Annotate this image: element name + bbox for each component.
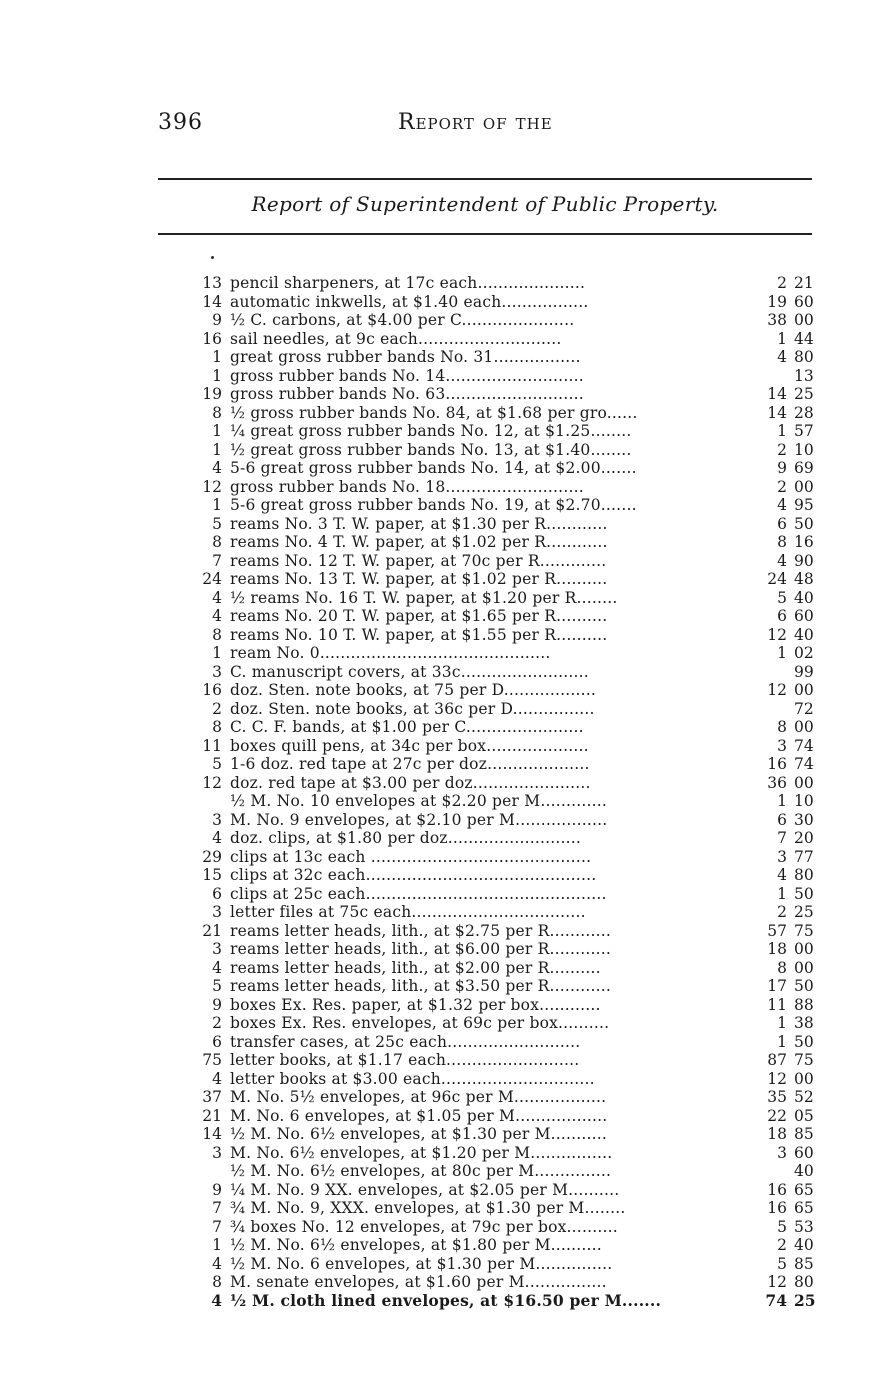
item-quantity: 4 (212, 958, 222, 977)
item-cents: 00 (794, 773, 814, 792)
item-quantity: 12 (202, 477, 222, 496)
running-head: Report of the (398, 110, 553, 135)
item-dollars: 14 (767, 403, 787, 422)
item-dollars: 3 (777, 736, 787, 755)
list-item (170, 607, 820, 626)
item-cents: 28 (794, 403, 814, 422)
item-cents: 21 (794, 274, 814, 292)
item-description: M. No. 5½ envelopes, at 96c per M.................. (230, 1088, 607, 1106)
item-dollars: 12 (767, 681, 787, 699)
list-item (170, 737, 820, 756)
list-item (170, 1162, 820, 1181)
item-cents: 10 (794, 440, 814, 459)
item-quantity: 11 (202, 736, 222, 755)
item-description: reams No. 12 T. W. paper, at 70c per R............. (230, 551, 607, 570)
item-description: ½ M. cloth lined envelopes, at $16.50 per M....... (230, 1291, 662, 1310)
item-description: ½ M. No. 10 envelopes at $2.20 per M............. (230, 792, 608, 810)
item-dollars: 1 (777, 792, 787, 810)
item-quantity: 1 (212, 422, 222, 440)
item-dollars: 6 (777, 514, 787, 533)
item-dollars: 8 (777, 533, 787, 551)
item-description: reams letter heads, lith., at $2.00 per R.......... (230, 958, 601, 977)
list-item (170, 663, 820, 682)
item-quantity: 2 (212, 1014, 222, 1032)
list-item (170, 1255, 820, 1274)
item-description: boxes quill pens, at 34c per box.................... (230, 736, 589, 755)
list-item (170, 1033, 820, 1052)
list-item (170, 922, 820, 941)
item-quantity: 6 (212, 884, 222, 903)
item-quantity: 8 (212, 403, 222, 422)
item-cents: 13 (794, 366, 814, 385)
list-item (170, 1273, 820, 1292)
item-cents: 40 (794, 625, 814, 644)
item-quantity: 1 (212, 366, 222, 385)
item-quantity: 8 (212, 625, 222, 644)
list-item (170, 1070, 820, 1089)
item-description: doz. clips, at $1.80 per doz.......................... (230, 829, 582, 847)
item-cents: 40 (794, 1236, 814, 1254)
item-description: doz. red tape at $3.00 per doz....................... (230, 773, 591, 792)
item-cents: 00 (794, 311, 814, 329)
item-dollars: 2 (777, 440, 787, 459)
item-quantity: 3 (212, 903, 222, 921)
item-quantity: 3 (212, 1143, 222, 1162)
item-dollars: 2 (777, 903, 787, 921)
item-description: 1-6 doz. red tape at 27c per doz.................... (230, 755, 590, 773)
item-quantity: 19 (202, 385, 222, 403)
list-item (170, 330, 820, 349)
list-item (170, 1014, 820, 1033)
item-cents: 52 (794, 1088, 814, 1106)
item-description: C. C. F. bands, at $1.00 per C....................... (230, 718, 584, 736)
item-quantity: 12 (202, 773, 222, 792)
bottom-rule (158, 233, 812, 235)
item-cents: 44 (794, 329, 814, 348)
item-cents: 50 (794, 977, 814, 995)
item-cents: 65 (794, 1180, 814, 1199)
item-quantity: 4 (212, 1254, 222, 1273)
list-item (170, 718, 820, 737)
item-cents: 00 (794, 477, 814, 496)
item-dollars: 5 (777, 588, 787, 607)
item-cents: 90 (794, 551, 814, 570)
item-cents: 20 (794, 829, 814, 847)
item-dollars: 12 (767, 1273, 787, 1291)
list-item (170, 1125, 820, 1144)
list-item (170, 959, 820, 978)
item-cents: 40 (794, 1162, 814, 1180)
item-dollars: 16 (767, 1180, 787, 1199)
item-dollars: 22 (767, 1106, 787, 1125)
item-description: ¾ M. No. 9, XXX. envelopes, at $1.30 per M........ (230, 1199, 626, 1217)
item-description: ½ great gross rubber bands No. 13, at $1.40........ (230, 440, 632, 459)
list-item (170, 811, 820, 830)
item-quantity: 1 (212, 348, 222, 366)
item-dollars: 5 (777, 1254, 787, 1273)
item-cents: 02 (794, 644, 814, 662)
item-cents: 88 (794, 995, 814, 1014)
item-cents: 80 (794, 866, 814, 884)
item-description: M. No. 9 envelopes, at $2.10 per M.................. (230, 810, 608, 829)
item-quantity: 3 (212, 810, 222, 829)
item-cents: 48 (794, 570, 814, 588)
item-cents: 00 (794, 940, 814, 958)
list-item (170, 274, 820, 293)
list-item (170, 459, 820, 478)
list-item (170, 644, 820, 663)
item-cents: 00 (794, 1069, 814, 1088)
item-dollars: 24 (767, 570, 787, 588)
item-quantity: 5 (212, 755, 222, 773)
item-quantity: 4 (212, 588, 222, 607)
item-cents: 50 (794, 1032, 814, 1051)
list-item (170, 1218, 820, 1237)
item-dollars: 16 (767, 1199, 787, 1217)
list-item (170, 385, 820, 404)
item-quantity: 16 (202, 329, 222, 348)
item-description: ream No. 0............................................. (230, 644, 551, 662)
item-description: gross rubber bands No. 14........................... (230, 366, 584, 385)
item-description: gross rubber bands No. 63........................... (230, 385, 584, 403)
item-dollars: 18 (767, 940, 787, 958)
item-description: reams letter heads, lith., at $6.00 per R............ (230, 940, 612, 958)
list-item (170, 903, 820, 922)
item-description: 5-6 great gross rubber bands No. 14, at $2.00....... (230, 459, 637, 477)
item-description: M. No. 6½ envelopes, at $1.20 per M................ (230, 1143, 613, 1162)
item-dollars: 12 (767, 1069, 787, 1088)
item-cents: 74 (794, 755, 814, 773)
item-dollars: 1 (777, 329, 787, 348)
item-quantity: 1 (212, 440, 222, 459)
item-description: pencil sharpeners, at 17c each..................... (230, 274, 586, 292)
item-description: ¼ great gross rubber bands No. 12, at $1.25........ (230, 422, 632, 440)
item-quantity: 8 (212, 1273, 222, 1291)
list-item (170, 829, 820, 848)
item-quantity: 9 (212, 1180, 222, 1199)
item-quantity: 1 (212, 496, 222, 514)
item-cents: 25 (794, 385, 814, 403)
item-description: ¾ boxes No. 12 envelopes, at 79c per box.......... (230, 1217, 618, 1236)
list-item (170, 422, 820, 441)
item-quantity: 8 (212, 718, 222, 736)
list-item (170, 1236, 820, 1255)
list-item (170, 885, 820, 904)
item-cents: 38 (794, 1014, 814, 1032)
item-cents: 60 (794, 292, 814, 311)
section-title: Report of Superintendent of Public Property. (251, 192, 719, 216)
item-quantity: 7 (212, 551, 222, 570)
item-dollars: 7 (777, 829, 787, 847)
list-item (170, 996, 820, 1015)
list-item (170, 1144, 820, 1163)
item-cents: 25 (794, 1290, 816, 1310)
item-description: boxes Ex. Res. paper, at $1.32 per box............ (230, 995, 601, 1014)
item-quantity: 4 (212, 607, 222, 625)
item-description: clips at 32c each............................................. (230, 866, 597, 884)
item-quantity: 1 (212, 644, 222, 662)
item-dollars: 2 (777, 477, 787, 496)
item-dollars: 17 (767, 977, 787, 995)
item-cents: 80 (794, 348, 814, 366)
item-cents: 05 (794, 1106, 814, 1125)
item-description: M. No. 6 envelopes, at $1.05 per M.................. (230, 1106, 608, 1125)
item-quantity: 13 (202, 274, 222, 292)
item-cents: 60 (794, 607, 814, 625)
item-quantity: 4 (212, 1069, 222, 1088)
item-dollars: 2 (777, 274, 787, 292)
top-rule (158, 178, 812, 180)
list-item (170, 940, 820, 959)
item-cents: 25 (794, 903, 814, 921)
item-description: reams No. 10 T. W. paper, at $1.55 per R.......... (230, 625, 608, 644)
list-item (170, 496, 820, 515)
item-dollars: 4 (777, 348, 787, 366)
item-cents: 85 (794, 1125, 814, 1143)
item-description: reams No. 13 T. W. paper, at $1.02 per R.......... (230, 570, 608, 588)
item-description: ½ M. No. 6½ envelopes, at 80c per M............... (230, 1162, 612, 1180)
item-cents: 85 (794, 1254, 814, 1273)
item-dollars: 1 (777, 422, 787, 440)
item-dollars: 1 (777, 1032, 787, 1051)
item-quantity: 16 (202, 681, 222, 699)
item-quantity: 5 (212, 977, 222, 995)
item-quantity: 7 (212, 1217, 222, 1236)
item-quantity: 9 (212, 311, 222, 329)
item-cents: 60 (794, 1143, 814, 1162)
list-item (170, 348, 820, 367)
list-item (170, 681, 820, 700)
item-description: reams No. 20 T. W. paper, at $1.65 per R.......... (230, 607, 608, 625)
item-dollars: 5 (777, 1217, 787, 1236)
list-item (170, 311, 820, 330)
print-speck (211, 256, 214, 259)
list-item (170, 1292, 820, 1311)
list-item (170, 1181, 820, 1200)
item-description: reams No. 4 T. W. paper, at $1.02 per R............ (230, 533, 608, 551)
item-description: reams letter heads, lith., at $2.75 per R............ (230, 921, 612, 940)
item-dollars: 38 (767, 311, 787, 329)
item-description: reams letter heads, lith., at $3.50 per R............ (230, 977, 612, 995)
item-dollars: 19 (767, 292, 787, 311)
item-dollars: 16 (767, 755, 787, 773)
item-description: doz. Sten. note books, at 75 per D.................. (230, 681, 596, 699)
item-description: boxes Ex. Res. envelopes, at 69c per box.......... (230, 1014, 610, 1032)
item-quantity: 4 (212, 459, 222, 477)
page-number: 396 (158, 110, 203, 135)
item-dollars: 1 (777, 884, 787, 903)
item-quantity: 37 (202, 1088, 222, 1106)
list-item (170, 977, 820, 996)
item-description: clips at 25c each............................................... (230, 884, 607, 903)
item-description: automatic inkwells, at $1.40 each................. (230, 292, 589, 311)
item-cents: 95 (794, 496, 814, 514)
item-quantity: 5 (212, 514, 222, 533)
item-quantity: 29 (202, 847, 222, 866)
item-description: ½ M. No. 6 envelopes, at $1.30 per M............... (230, 1254, 613, 1273)
item-dollars: 74 (765, 1290, 787, 1310)
item-description: great gross rubber bands No. 31................. (230, 348, 581, 366)
item-description: ½ C. carbons, at $4.00 per C...................... (230, 311, 575, 329)
item-quantity: 15 (202, 866, 222, 884)
item-dollars: 12 (767, 625, 787, 644)
item-quantity: 3 (212, 662, 222, 681)
item-cents: 00 (794, 681, 814, 699)
list-item (170, 515, 820, 534)
list-item (170, 404, 820, 423)
item-quantity: 3 (212, 940, 222, 958)
list-item (170, 700, 820, 719)
item-cents: 50 (794, 514, 814, 533)
item-dollars: 3 (777, 847, 787, 866)
item-dollars: 14 (767, 385, 787, 403)
item-quantity: 4 (212, 829, 222, 847)
list-item (170, 1107, 820, 1126)
item-description: ½ M. No. 6½ envelopes, at $1.30 per M........... (230, 1125, 608, 1143)
list-item (170, 792, 820, 811)
item-cents: 00 (794, 958, 814, 977)
list-item (170, 589, 820, 608)
item-description: 5-6 great gross rubber bands No. 19, at $2.70....... (230, 496, 637, 514)
item-description: clips at 13c each ........................................... (230, 847, 592, 866)
item-dollars: 9 (777, 459, 787, 477)
list-item (170, 866, 820, 885)
item-quantity: 8 (212, 533, 222, 551)
page-header (158, 110, 812, 144)
list-item (170, 1199, 820, 1218)
item-dollars: 2 (777, 1236, 787, 1254)
item-description: M. senate envelopes, at $1.60 per M................ (230, 1273, 607, 1291)
item-description: C. manuscript covers, at 33c......................... (230, 662, 589, 681)
item-dollars: 6 (777, 810, 787, 829)
item-cents: 57 (794, 422, 814, 440)
item-quantity: 1 (212, 1236, 222, 1254)
list-item (170, 441, 820, 460)
item-dollars: 1 (777, 644, 787, 662)
list-item (170, 755, 820, 774)
list-item (170, 848, 820, 867)
item-description: doz. Sten. note books, at 36c per D................ (230, 699, 595, 718)
item-dollars: 4 (777, 496, 787, 514)
item-quantity: 9 (212, 995, 222, 1014)
list-item (170, 570, 820, 589)
list-item (170, 478, 820, 497)
item-list (170, 274, 820, 1310)
item-dollars: 8 (777, 718, 787, 736)
item-description: ½ M. No. 6½ envelopes, at $1.80 per M.......... (230, 1236, 602, 1254)
item-dollars: 18 (767, 1125, 787, 1143)
item-description: reams No. 3 T. W. paper, at $1.30 per R............ (230, 514, 608, 533)
item-quantity: 4 (211, 1290, 222, 1310)
item-quantity: 6 (212, 1032, 222, 1051)
list-item (170, 293, 820, 312)
item-cents: 30 (794, 810, 814, 829)
item-dollars: 8 (777, 958, 787, 977)
item-description: ½ reams No. 16 T. W. paper, at $1.20 per R........ (230, 588, 618, 607)
item-description: letter books at $3.00 each.............................. (230, 1069, 595, 1088)
list-item (170, 1051, 820, 1070)
item-quantity: 7 (212, 1199, 222, 1217)
item-dollars: 87 (767, 1051, 787, 1069)
item-cents: 40 (794, 588, 814, 607)
item-cents: 99 (794, 662, 814, 681)
item-cents: 16 (794, 533, 814, 551)
item-cents: 69 (794, 459, 814, 477)
item-dollars: 1 (777, 1014, 787, 1032)
item-description: sail needles, at 9c each............................ (230, 329, 562, 348)
item-description: letter files at 75c each.................................. (230, 903, 586, 921)
item-cents: 75 (794, 921, 814, 940)
item-cents: 00 (794, 718, 814, 736)
list-item (170, 774, 820, 793)
item-quantity: 21 (202, 1106, 222, 1125)
item-description: gross rubber bands No. 18........................... (230, 477, 584, 496)
item-cents: 10 (794, 792, 814, 810)
item-quantity: 14 (202, 1125, 222, 1143)
item-cents: 50 (794, 884, 814, 903)
item-quantity: 2 (212, 699, 222, 718)
item-dollars: 6 (777, 607, 787, 625)
item-cents: 65 (794, 1199, 814, 1217)
item-quantity: 75 (202, 1051, 222, 1069)
item-cents: 53 (794, 1217, 814, 1236)
item-description: ¼ M. No. 9 XX. envelopes, at $2.05 per M.......... (230, 1180, 620, 1199)
item-description: transfer cases, at 25c each.......................... (230, 1032, 581, 1051)
item-dollars: 11 (767, 995, 787, 1014)
list-item (170, 533, 820, 552)
item-cents: 80 (794, 1273, 814, 1291)
item-quantity: 21 (202, 921, 222, 940)
list-item (170, 1088, 820, 1107)
list-item (170, 367, 820, 386)
item-dollars: 57 (767, 921, 787, 940)
item-quantity: 24 (202, 570, 222, 588)
item-dollars: 3 (777, 1143, 787, 1162)
item-cents: 74 (794, 736, 814, 755)
list-item (170, 552, 820, 571)
item-description: letter books, at $1.17 each.......................... (230, 1051, 580, 1069)
list-item (170, 626, 820, 645)
item-cents: 75 (794, 1051, 814, 1069)
item-description: ½ gross rubber bands No. 84, at $1.68 per gro...... (230, 403, 638, 422)
item-dollars: 4 (777, 551, 787, 570)
item-cents: 77 (794, 847, 814, 866)
item-dollars: 35 (767, 1088, 787, 1106)
item-quantity: 14 (202, 292, 222, 311)
item-dollars: 36 (767, 773, 787, 792)
item-dollars: 4 (777, 866, 787, 884)
item-cents: 72 (794, 699, 814, 718)
